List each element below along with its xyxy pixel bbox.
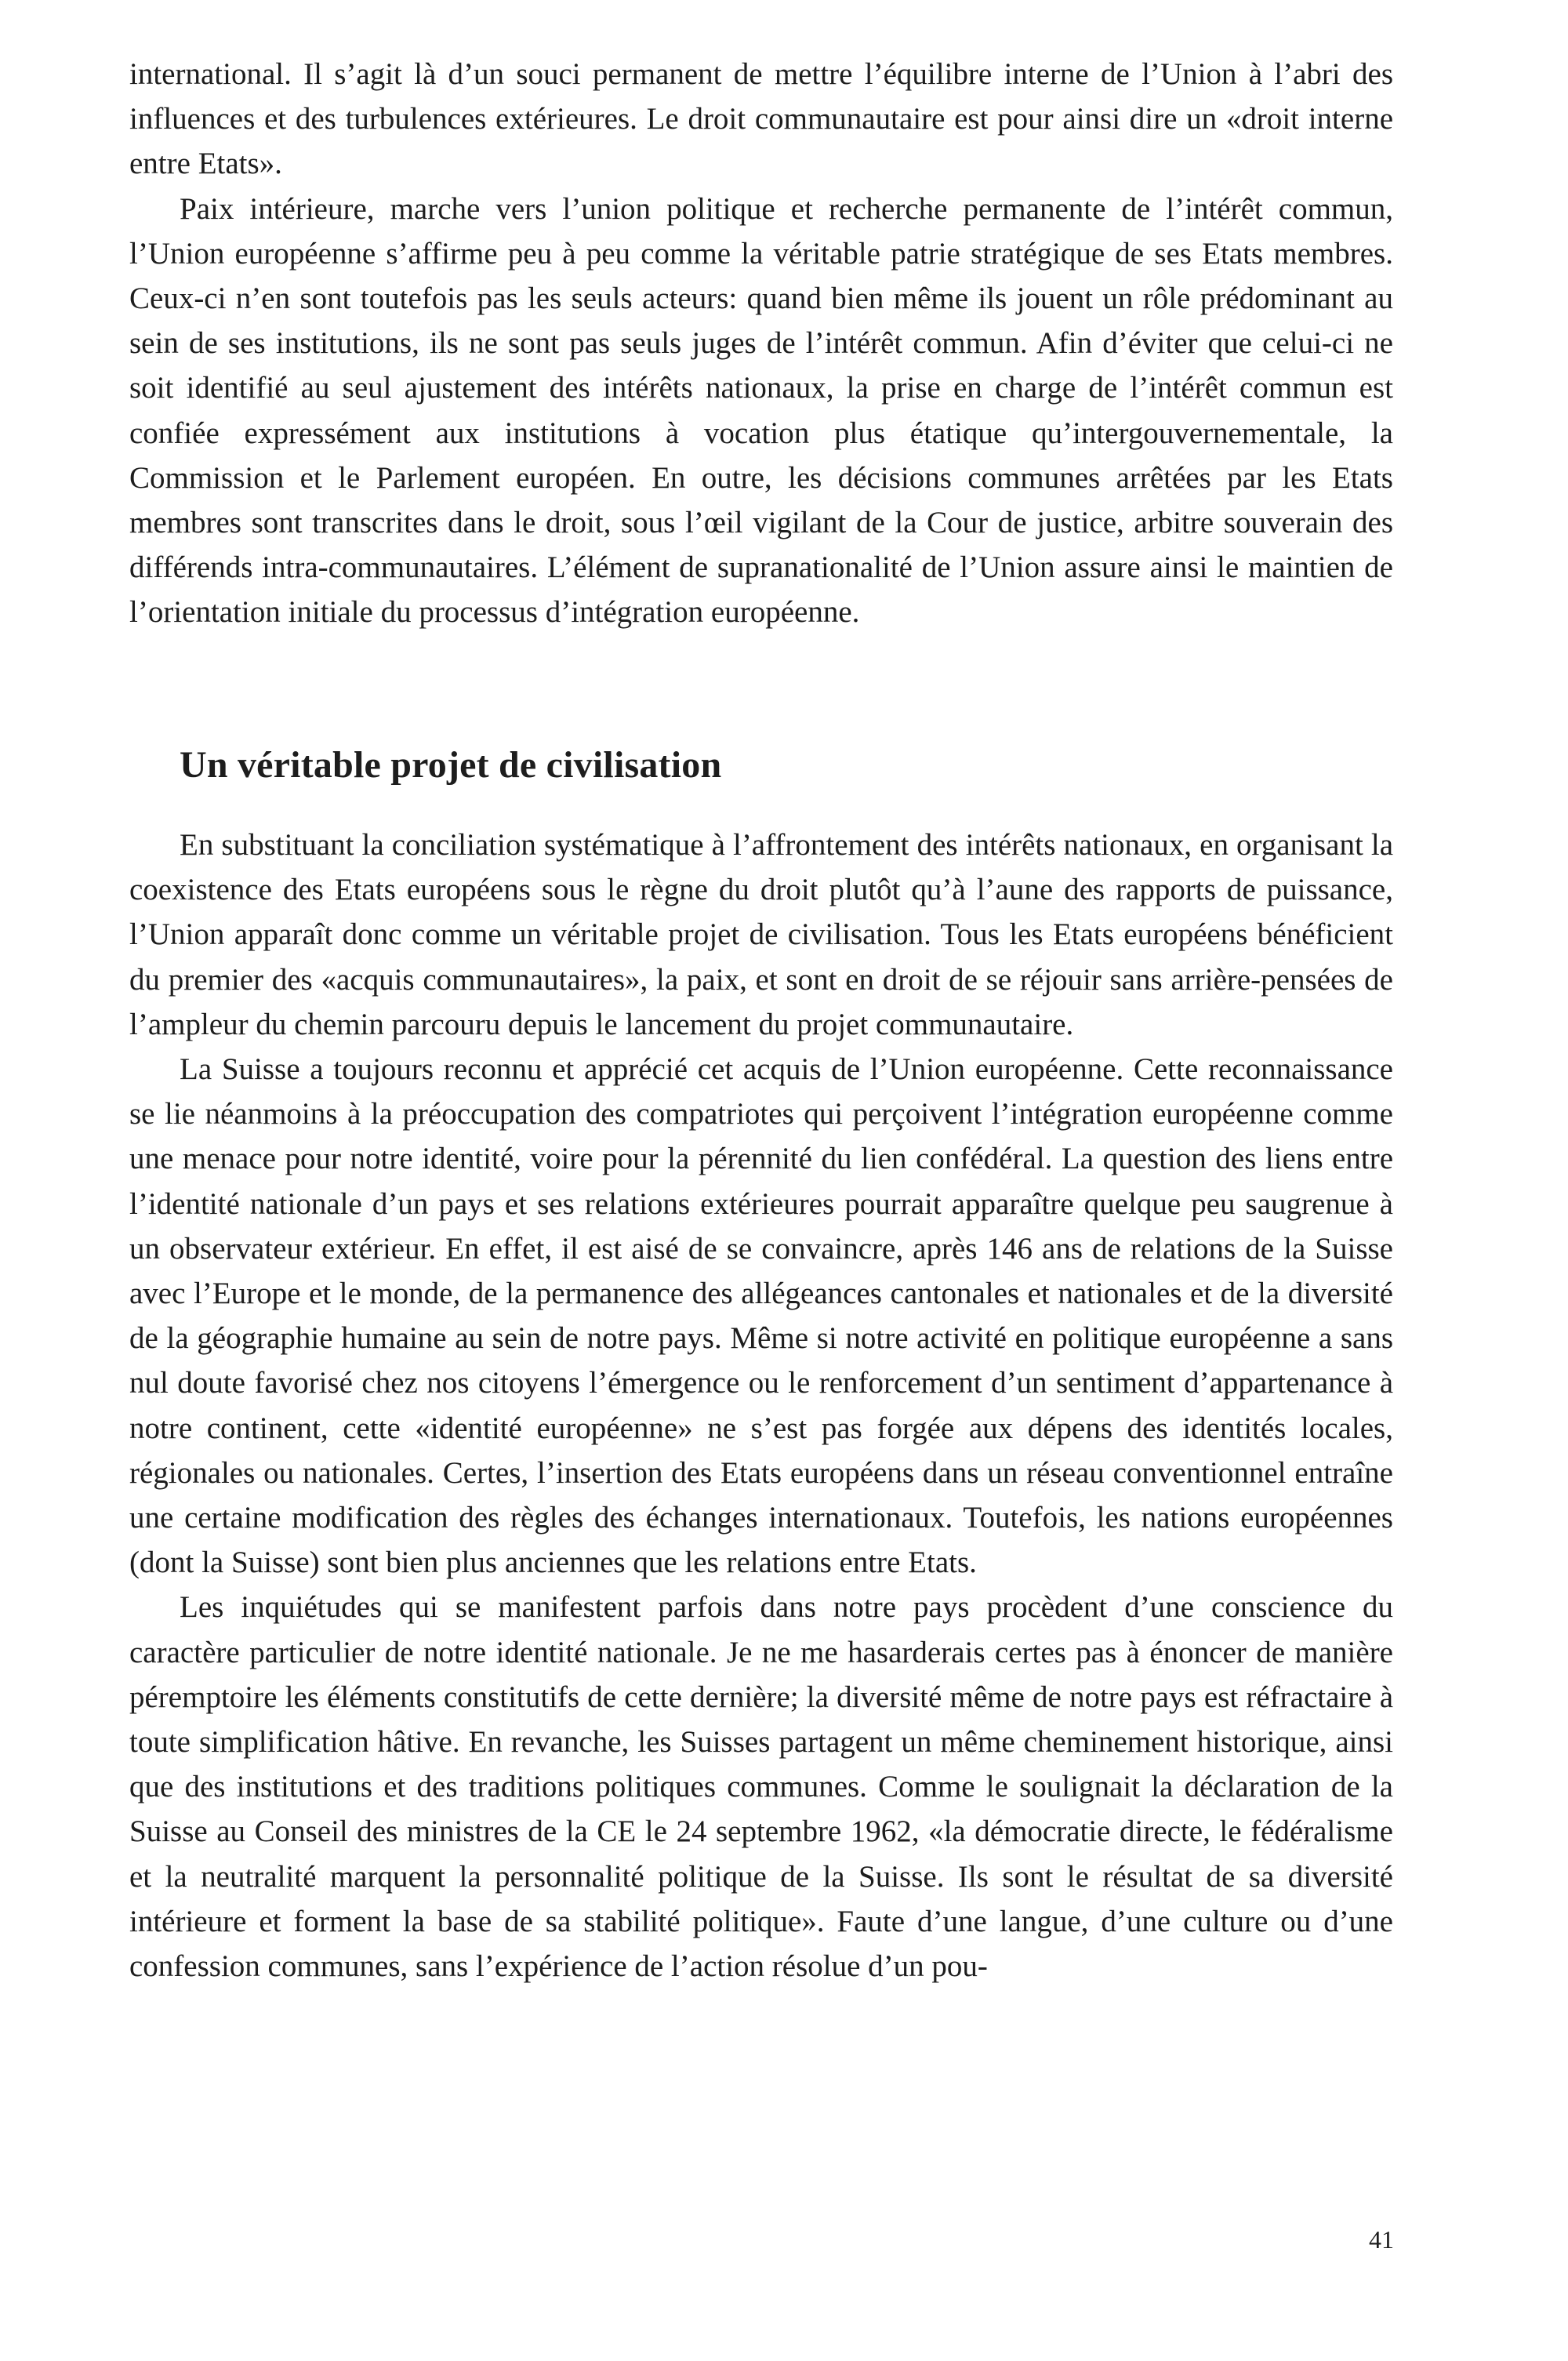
page-number: 41 — [1369, 2225, 1394, 2254]
paragraph: Les inquiétudes qui se manifestent parfois dans notre pays procèdent d’une conscience du caractère particulier de notre identité nationale. Je ne me hasarderais certes pas à énoncer de manière péremptoire les éléments constitutifs de cette dernière; la diversité même de notre pays est réfractaire à toute simplification hâtive. En revanche, les Suisses partagent un même cheminement historique, ainsi que des institutions et des traditions politiques communes. Comme le soulignait la déclaration de la Suisse au Conseil des ministres de la CE le 24 septembre 1962, «la démocratie directe, le fédéralisme et la neutralité marquent la personnalité politique de la Suisse. Ils sont le résultat de sa diversité intérieure et forment la base de sa stabilité politique». Faute d’une langue, d’une culture ou d’une confession communes, sans l’expérience de l’action résolue d’un pou- — [129, 1590, 1393, 1984]
paragraph: La Suisse a toujours reconnu et apprécié cet acquis de l’Union européenne. Cette reconnaissance se lie néanmoins à la préoccupation des compatriotes qui perçoivent l’intégration européenne comme une menace pour notre identité, voire pour la pérennité du lien confédéral. La question des liens entre l’identité nationale d’un pays et ses relations extérieures pourrait apparaître quelque peu saugrenue à un observateur extérieur. En effet, il est aisé de se convaincre, après 146 ans de relations de la Suisse avec l’Europe et le monde, de la permanence des allégeances cantonales et nationales et de la diversité de la géographie humaine au sein de notre pays. Même si notre activité en politique européenne a sans nul doute favorisé chez nos citoyens l’émergence ou le renforcement d’un sentiment d’appartenance à notre continent, cette «identité européenne» ne s’est pas forgée aux dépens des identités locales, régionales ou nationales. Certes, l’insertion des Etats européens dans un réseau conventionnel entraîne une certaine modification des règles des échanges internationaux. Toutefois, les nations européennes (dont la Suisse) sont bien plus anciennes que les relations entre Etats. — [129, 1052, 1393, 1580]
body-text-top — [129, 52, 1393, 635]
paragraph: En substituant la conciliation systématique à l’affrontement des intérêts nationaux, en organisant la coexistence des Etats européens sous le règne du droit plutôt qu’à l’aune des rapports de puissance, l’Union apparaît donc comme un véritable projet de civilisation. Tous les Etats européens bénéficient du premier des «acquis communautaires», la paix, et sont en droit de se réjouir sans arrière-pensées de l’ampleur du chemin parcouru depuis le lancement du projet communautaire. — [129, 828, 1393, 1041]
paragraph: international. Il s’agit là d’un souci permanent de mettre l’équilibre interne de l’Union à l’abri des influences et des turbulences extérieures. Le droit communautaire est pour ainsi dire un «droit interne entre Etats». — [129, 57, 1393, 181]
body-text-bottom — [129, 823, 1393, 1989]
section-heading: Un véritable projet de civilisation — [180, 744, 722, 786]
paragraph: Paix intérieure, marche vers l’union politique et recherche permanente de l’intérêt commun, l’Union européenne s’affirme peu à peu comme la véritable patrie stratégique de ses Etats membres. Ceux-ci n’en sont toutefois pas les seuls acteurs: quand bien même ils jouent un rôle prédominant au sein de ses institutions, ils ne sont pas seuls juges de l’intérêt commun. Afin d’éviter que celui-ci ne soit identifié au seul ajustement des intérêts nationaux, la prise en charge de l’intérêt commun est confiée expressément aux institutions à vocation plus étatique qu’intergouvernementale, la Commission et le Parlement européen. En outre, les décisions communes arrêtées par les Etats membres sont transcrites dans le droit, sous l’œil vigilant de la Cour de justice, arbitre souverain des différends intra-communautaires. L’élément de supranationalité de l’Union assure ainsi le maintien de l’orientation initiale du processus d’intégration européenne. — [129, 191, 1393, 630]
